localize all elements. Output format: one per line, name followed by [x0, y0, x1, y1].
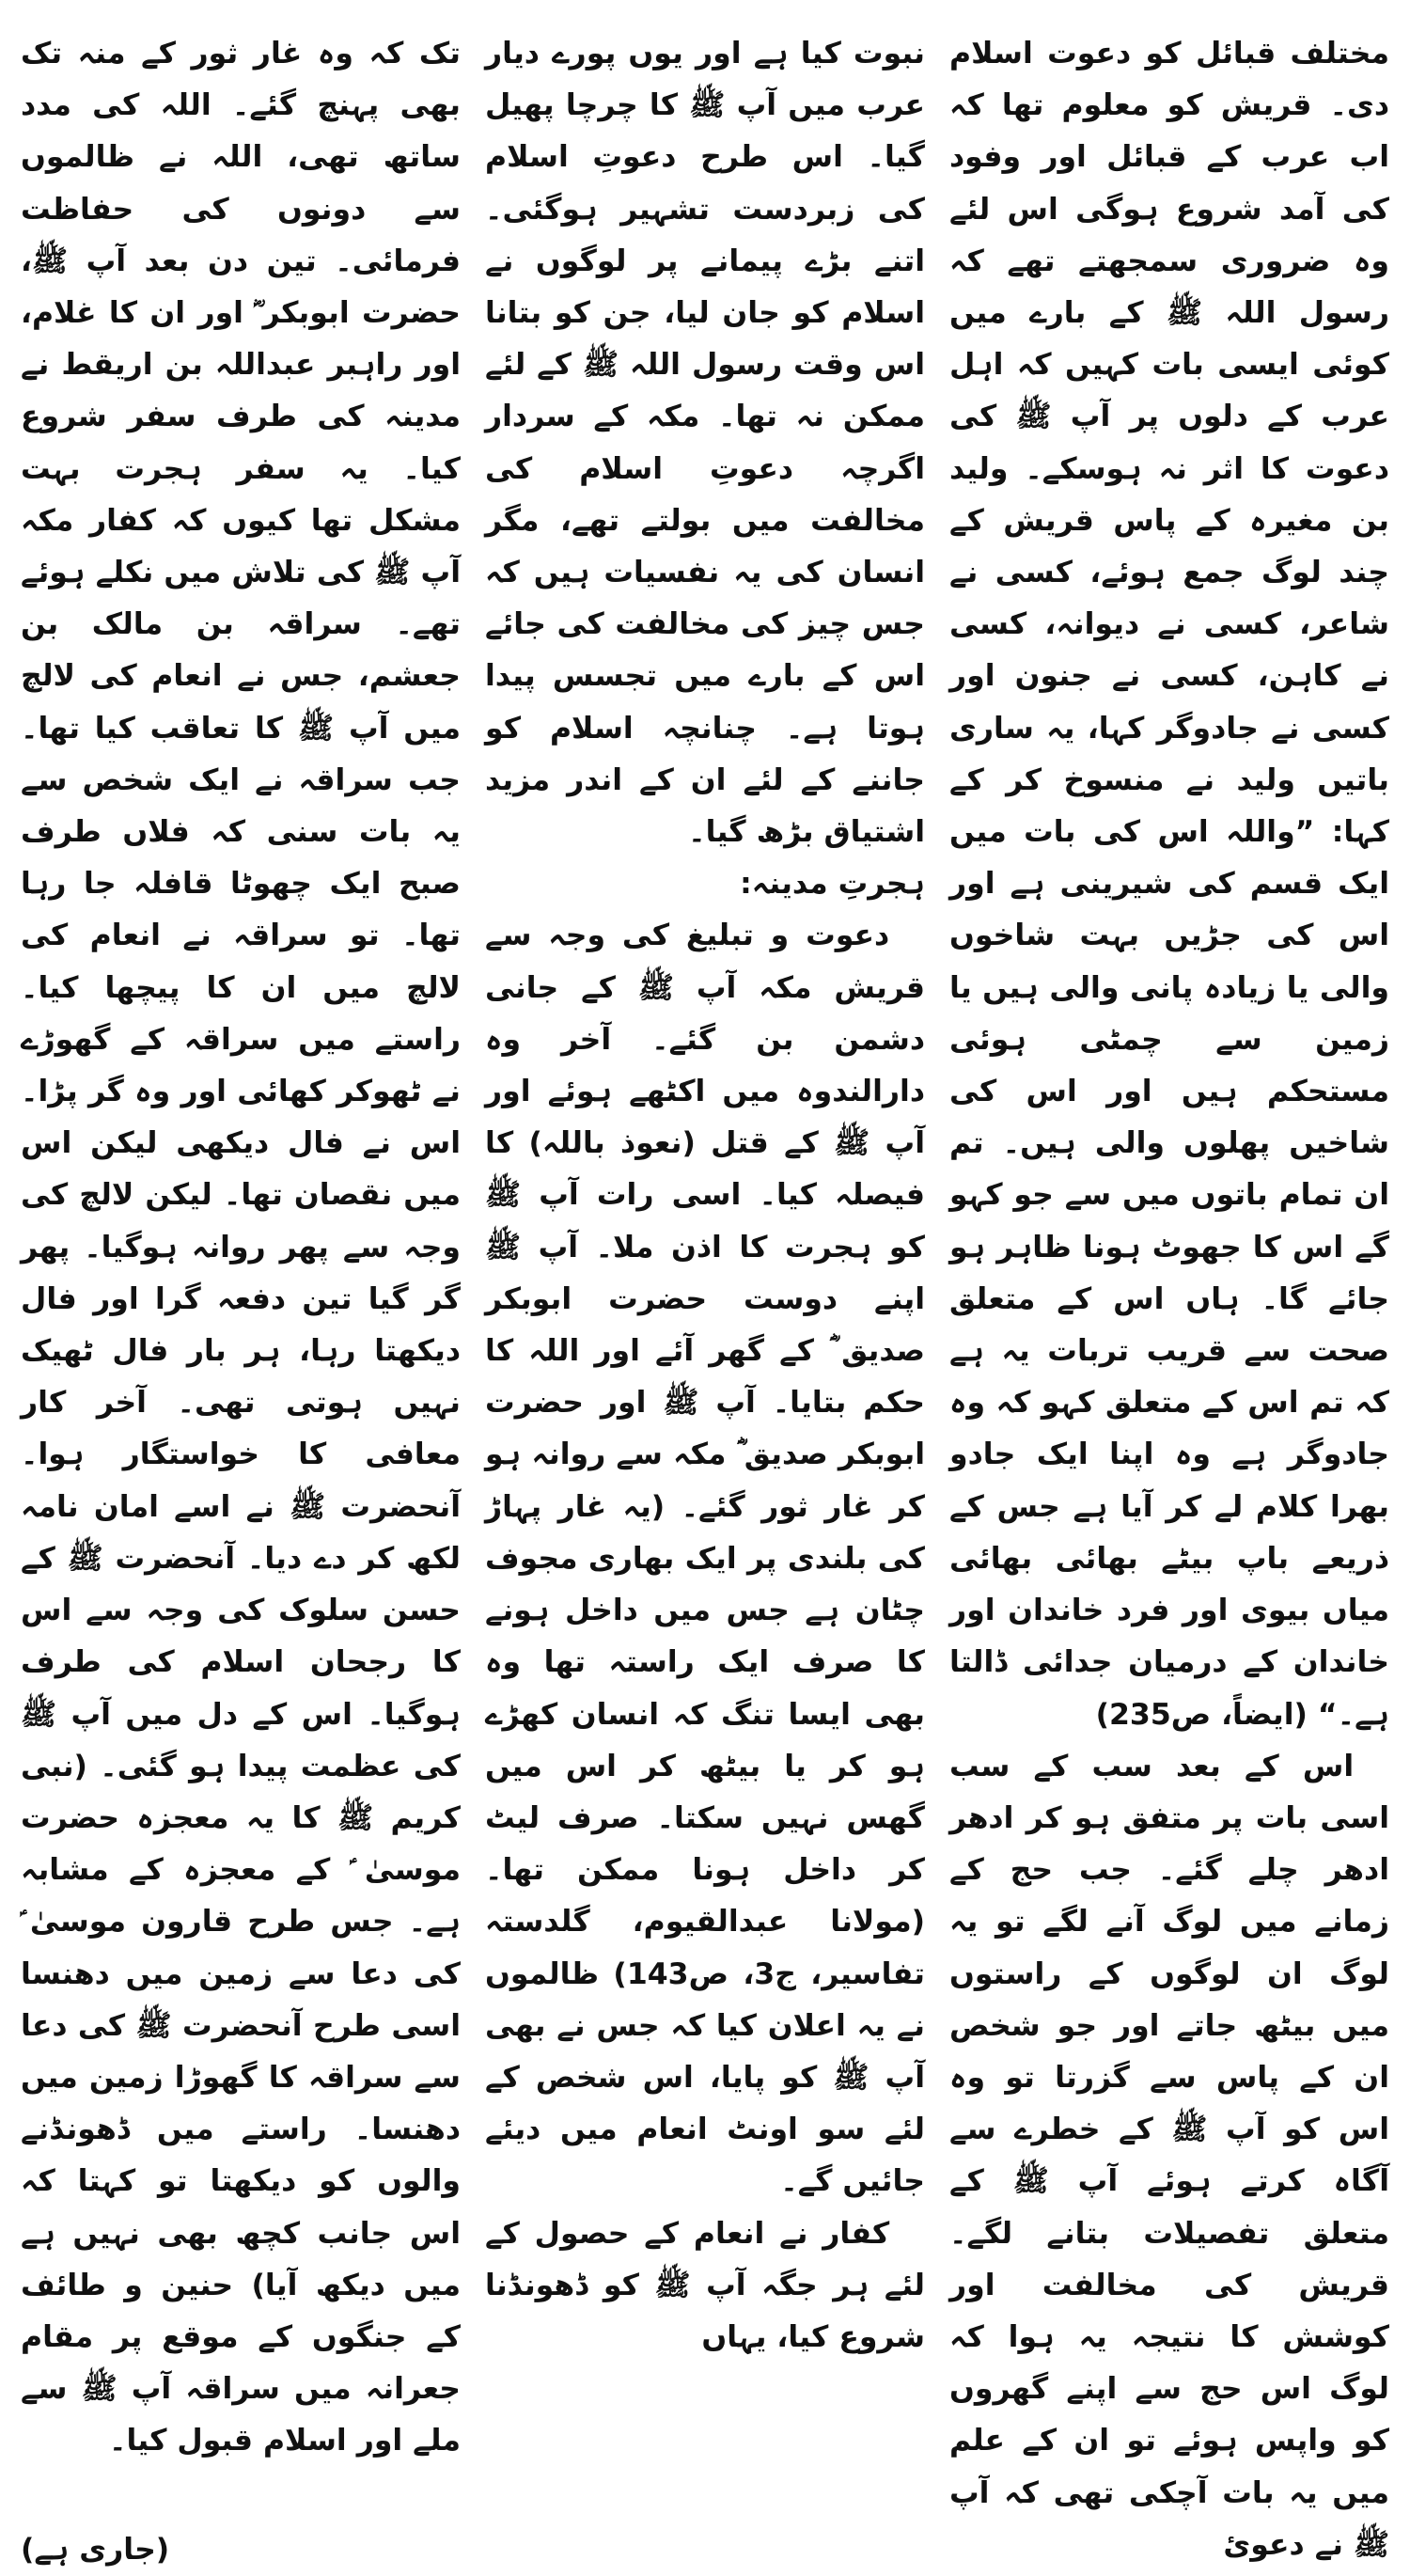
section-heading: ہجرتِ مدینہ: — [740, 867, 925, 902]
paragraph: مختلف قبائل کو دعوت اسلام دی۔ قریش کو معلوم تھا کہ اب عرب کے قبائل اور وفود کی آمد شروع ہوگی اس لئے وہ ضروری سمجھتے تھے کہ رسول اللہ ﷺ کے بارے میں کوئی ایسی بات کہیں کہ اہل عرب کے دلوں پر آپ ﷺ کی دعوت کا اثر نہ ہوسکے۔ ولید بن مغیرہ کے پاس قریش کے چند لوگ جمع ہوئے، کسی نے شاعر، کسی نے دیوانہ، کسی نے کاہن، کسی نے جنون اور کسی نے جادوگر کہا، یہ ساری باتیں ولید نے منسوخ کر کے کہا: ”واللہ اس کی بات میں ایک قسم کی شیرینی ہے اور اس کی جڑیں بہت شاخوں والی یا زیادہ پانی والی ہیں یا زمین سے چمٹی ہوئی مستحکم ہیں اور اس کی شاخیں پھلوں والی ہیں۔ تم ان تمام باتوں میں سے جو کہو گے اس کا جھوٹ ہونا ظاہر ہو جائے گا۔ ہاں اس کے متعلق صحت سے قریب تربات یہ ہے کہ تم اس کے متعلق کہو کہ وہ جادوگر ہے وہ اپنا ایک جادو بھرا کلام لے کر آیا ہے جس کے ذریعے باپ بیٹے بھائی بھائی میاں بیوی اور فرد خاندان اور خاندان کے درمیان جدائی ڈالتا ہے۔“ (ایضاً، ص235) — [949, 37, 1389, 1732]
column-left — [21, 28, 461, 2567]
paragraph: نبوت کیا ہے اور یوں پورے دیار عرب میں آپ ﷺ کا چرچا پھیل گیا۔ اس طرح دعوتِ اسلام کی زبردست تشہیر ہوگئی۔ اتنے بڑے پیمانے پر لوگوں نے اسلام کو جان لیا، جن کو بتانا اس وقت رسول اللہ ﷺ کے لئے ممکن نہ تھا۔ مکہ کے سردار اگرچہ دعوتِ اسلام کی مخالفت میں بولتے تھے، مگر انسان کی یہ نفسیات ہیں کہ جس چیز کی مخالفت کی جائے اس کے بارے میں تجسس پیدا ہوتا ہے۔ چنانچہ اسلام کو جاننے کے لئے ان کے اندر مزید اشتیاق بڑھ گیا۔ — [485, 37, 925, 850]
column-middle — [485, 28, 925, 2354]
column-right — [949, 28, 1389, 2562]
paragraph: اس کے بعد سب کے سب اسی بات پر متفق ہو کر ادھر ادھر چلے گئے۔ جب حج کے زمانے میں لوگ آنے لگے تو یہ لوگ ان لوگوں کے راستوں میں بیٹھ جاتے اور جو شخص ان کے پاس سے گزرتا تو وہ اس کو آپ ﷺ کے خطرے سے آگاہ کرتے ہوئے آپ ﷺ کے متعلق تفصیلات بتانے لگے۔ قریش کی مخالفت اور کوشش کا نتیجہ یہ ہوا کہ لوگ اس حج سے اپنے گھروں کو واپس ہوئے تو ان کے علم میں یہ بات آچکی تھی کہ آپ ﷺ نے دعوئ — [949, 1749, 1389, 2562]
paragraph: دعوت و تبلیغ کی وجہ سے قریش مکہ آپ ﷺ کے جانی دشمن بن گئے۔ آخر وہ دارالندوہ میں اکٹھے ہوئے اور آپ ﷺ کے قتل (نعوذ باللہ) کا فیصلہ کیا۔ اسی رات آپ ﷺ کو ہجرت کا اذن ملا۔ آپ ﷺ اپنے دوست حضرت ابوبکر صدیق ؓ کے گھر آئے اور اللہ کا حکم بتایا۔ آپ ﷺ اور حضرت ابوبکر صدیق ؓ مکہ سے روانہ ہو کر غار ثور گئے۔ (یہ غار پہاڑ کی بلندی پر ایک بھاری مجوف چٹان ہے جس میں داخل ہونے کا صرف ایک راستہ تھا وہ بھی ایسا تنگ کہ انسان کھڑے ہو کر یا بیٹھ کر اس میں گھس نہیں سکتا۔ صرف لیٹ کر داخل ہونا ممکن تھا۔ (مولانا عبدالقیوم، گلدستہ تفاسیر، ج3، ص143) ظالموں نے یہ اعلان کیا کہ جس نے بھی آپ ﷺ کو پایا، اس شخص کے لئے سو اونٹ انعام میں دیئے جائیں گے۔ — [485, 919, 925, 2199]
paragraph: تک کہ وہ غار ثور کے منہ تک بھی پہنچ گئے۔ اللہ کی مدد ساتھ تھی، اللہ نے ظالموں سے دونوں کی حفاظت فرمائی۔ تین دن بعد آپ ﷺ، حضرت ابوبکر ؓ اور ان کا غلام، اور راہبر عبداللہ بن اریقط نے مدینہ کی طرف سفر شروع کیا۔ یہ سفر ہجرت بہت مشکل تھا کیوں کہ کفار مکہ آپ ﷺ کی تلاش میں نکلے ہوئے تھے۔ سراقہ بن مالک بن جعشم، جس نے انعام کی لالچ میں آپ ﷺ کا تعاقب کیا تھا۔ جب سراقہ نے ایک شخص سے یہ بات سنی کہ فلاں طرف صبح ایک چھوٹا قافلہ جا رہا تھا۔ تو سراقہ نے انعام کی لالچ میں ان کا پیچھا کیا۔ راستے میں سراقہ کے گھوڑے نے ٹھوکر کھائی اور وہ گر پڑا۔ اس نے فال دیکھی لیکن اس میں نقصان تھا۔ لیکن لالچ کی وجہ سے پھر روانہ ہوگیا۔ پھر گر گیا تین دفعہ گرا اور فال دیکھتا رہا، ہر بار فال ٹھیک نہیں ہوتی تھی۔ آخر کار معافی کا خواستگار ہوا۔ آنحضرت ﷺ نے اسے امان نامہ لکھ کر دے دیا۔ آنحضرت ﷺ کے حسن سلوک کی وجہ سے اس کا رجحان اسلام کی طرف ہوگیا۔ اس کے دل میں آپ ﷺ کی عظمت پیدا ہو گئی۔ (نبی کریم ﷺ کا یہ معجزہ حضرت موسیٰ ؑ کے معجزہ کے مشابہ ہے۔ جس طرح قارون موسیٰ ؑ کی دعا سے زمین میں دھنسا اسی طرح آنحضرت ﷺ کی دعا سے سراقہ کا گھوڑا زمین میں دھنسا۔ راستے میں ڈھونڈنے والوں کو دیکھتا تو کہتا کہ اس جانب کچھ بھی نہیں ہے میں دیکھ آیا) حنین و طائف کے جنگوں کے موقع پر مقام جعرانہ میں سراقہ آپ ﷺ سے ملے اور اسلام قبول کیا۔ — [21, 37, 461, 2458]
paragraph: کفار نے انعام کے حصول کے لئے ہر جگہ آپ ﷺ کو ڈھونڈنا شروع کیا، یہاں — [485, 2216, 925, 2354]
continued-note: (جاری ہے) — [21, 2532, 170, 2567]
